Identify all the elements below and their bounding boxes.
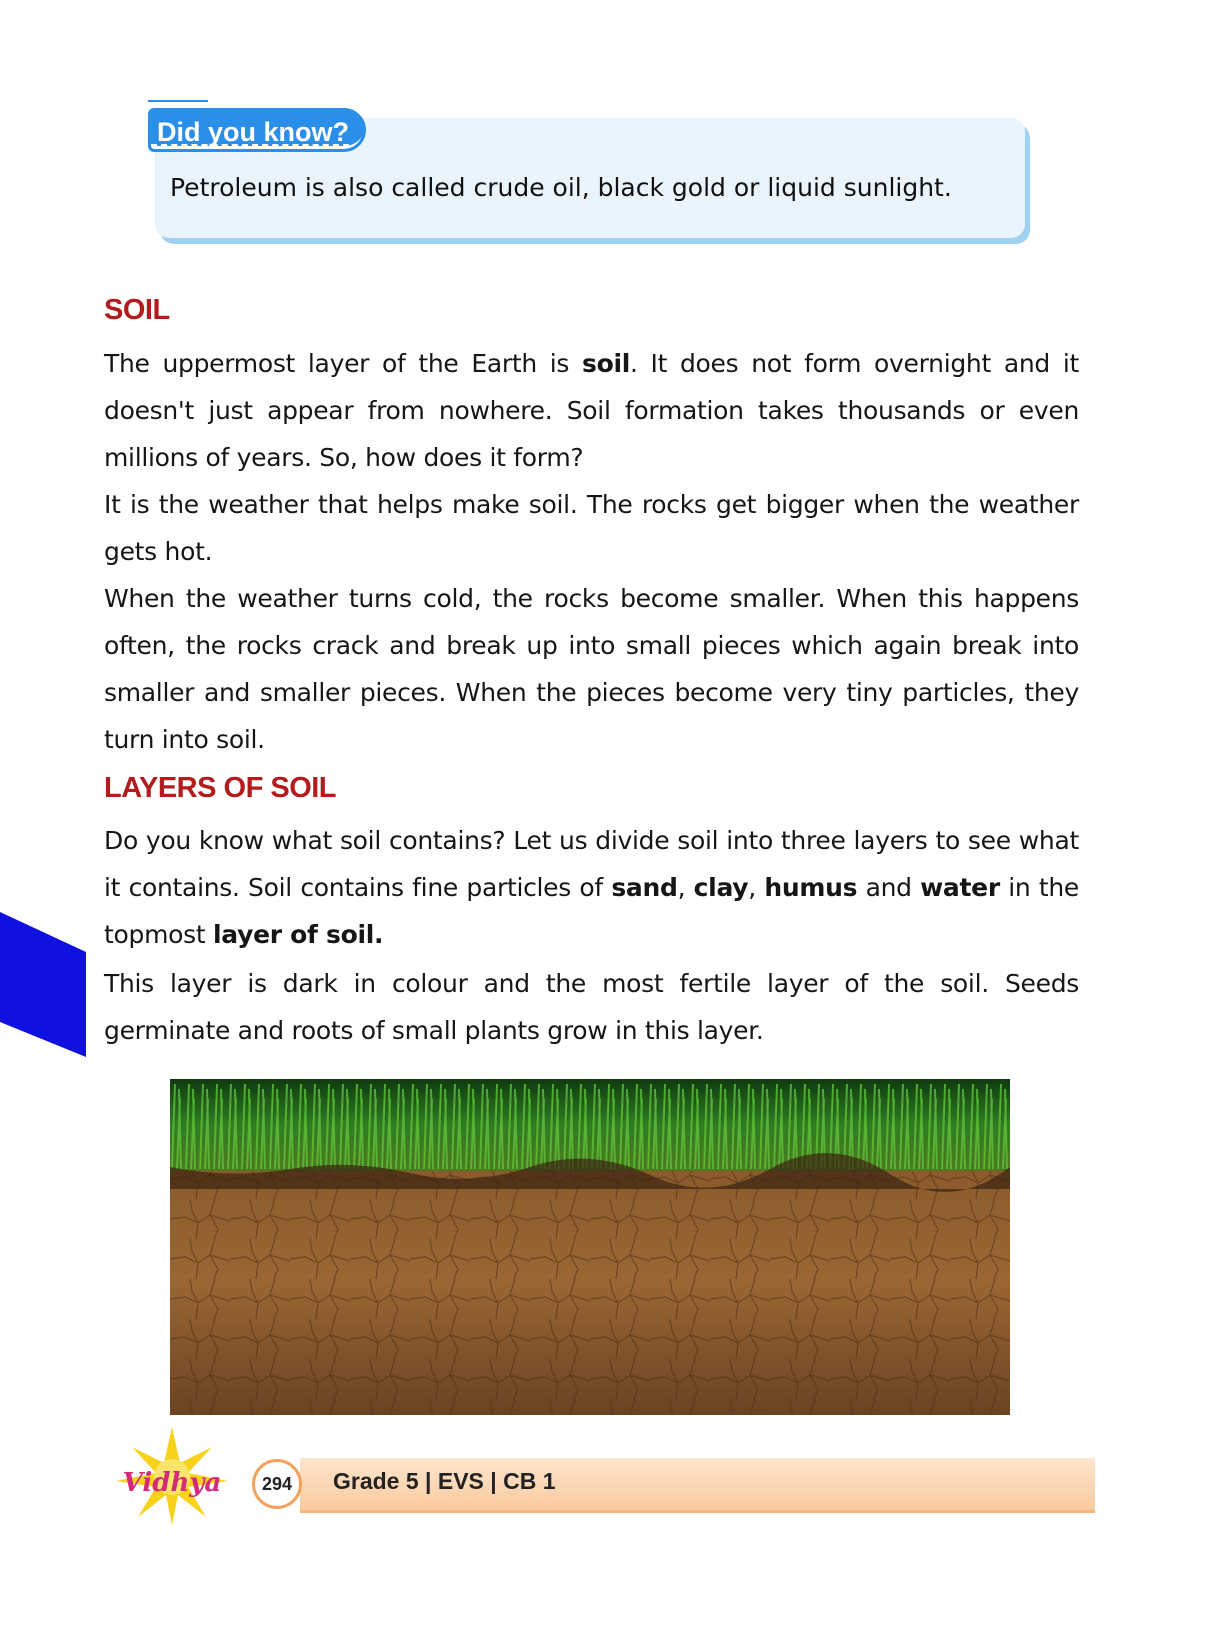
- layers-sep-1: ,: [677, 873, 694, 902]
- layers-sep-2: ,: [748, 873, 765, 902]
- soil-p1-text-b: . It does not form overnight and it doesn't just appear from nowhere. Soil formation takes thousands or even millions of years. So, how does it form?: [104, 349, 1079, 472]
- side-tab-marker: [0, 912, 86, 1057]
- soil-heading: SOIL: [104, 294, 170, 326]
- term-sand: sand: [611, 873, 678, 902]
- term-water: water: [920, 873, 1000, 902]
- footer-label: Grade 5 | EVS | CB 1: [333, 1468, 556, 1494]
- soil-p1-bold: soil: [582, 349, 630, 378]
- page-number: 294: [252, 1459, 302, 1509]
- layers-paragraph-1: [104, 817, 1079, 958]
- did-you-know-text: Petroleum is also called crude oil, black gold or liquid sunlight.: [170, 173, 952, 202]
- did-you-know-label: Did you know?: [148, 108, 366, 152]
- term-clay: clay: [693, 873, 749, 902]
- layers-paragraph-2: This layer is dark in colour and the most fertile layer of the soil. Seeds germinate and roots of small plants grow in this layer.: [104, 969, 1079, 1045]
- soil-paragraph-2: It is the weather that helps make soil. The rocks get bigger when the weather gets hot.: [104, 490, 1079, 566]
- dyk-top-line: [148, 100, 208, 102]
- layers-and: and: [857, 873, 921, 902]
- soil-paragraph-3: When the weather turns cold, the rocks become smaller. When this happens often, the rocks crack and break up into small pieces which again break into smaller and smaller pieces. When the pieces become very tiny particles, they turn into soil.: [104, 584, 1079, 754]
- logo-text: Vidhya: [122, 1468, 222, 1498]
- soil-p1-text-a: The uppermost layer of the Earth is: [104, 349, 582, 378]
- soil-layer-photo: [170, 1079, 1010, 1415]
- layers-mid: in the topmost: [104, 873, 1080, 949]
- term-layer-of-soil: layer of soil.: [213, 920, 384, 949]
- vidhya-logo: [92, 1425, 252, 1525]
- term-humus: humus: [764, 873, 858, 902]
- soil-paragraph-1: [104, 340, 1079, 481]
- layers-p1-text-a: Do you know what soil contains? Let us divide soil into three layers to see what it contains. Soil contains fine particles of: [104, 826, 1079, 902]
- layers-heading: LAYERS OF SOIL: [104, 772, 337, 804]
